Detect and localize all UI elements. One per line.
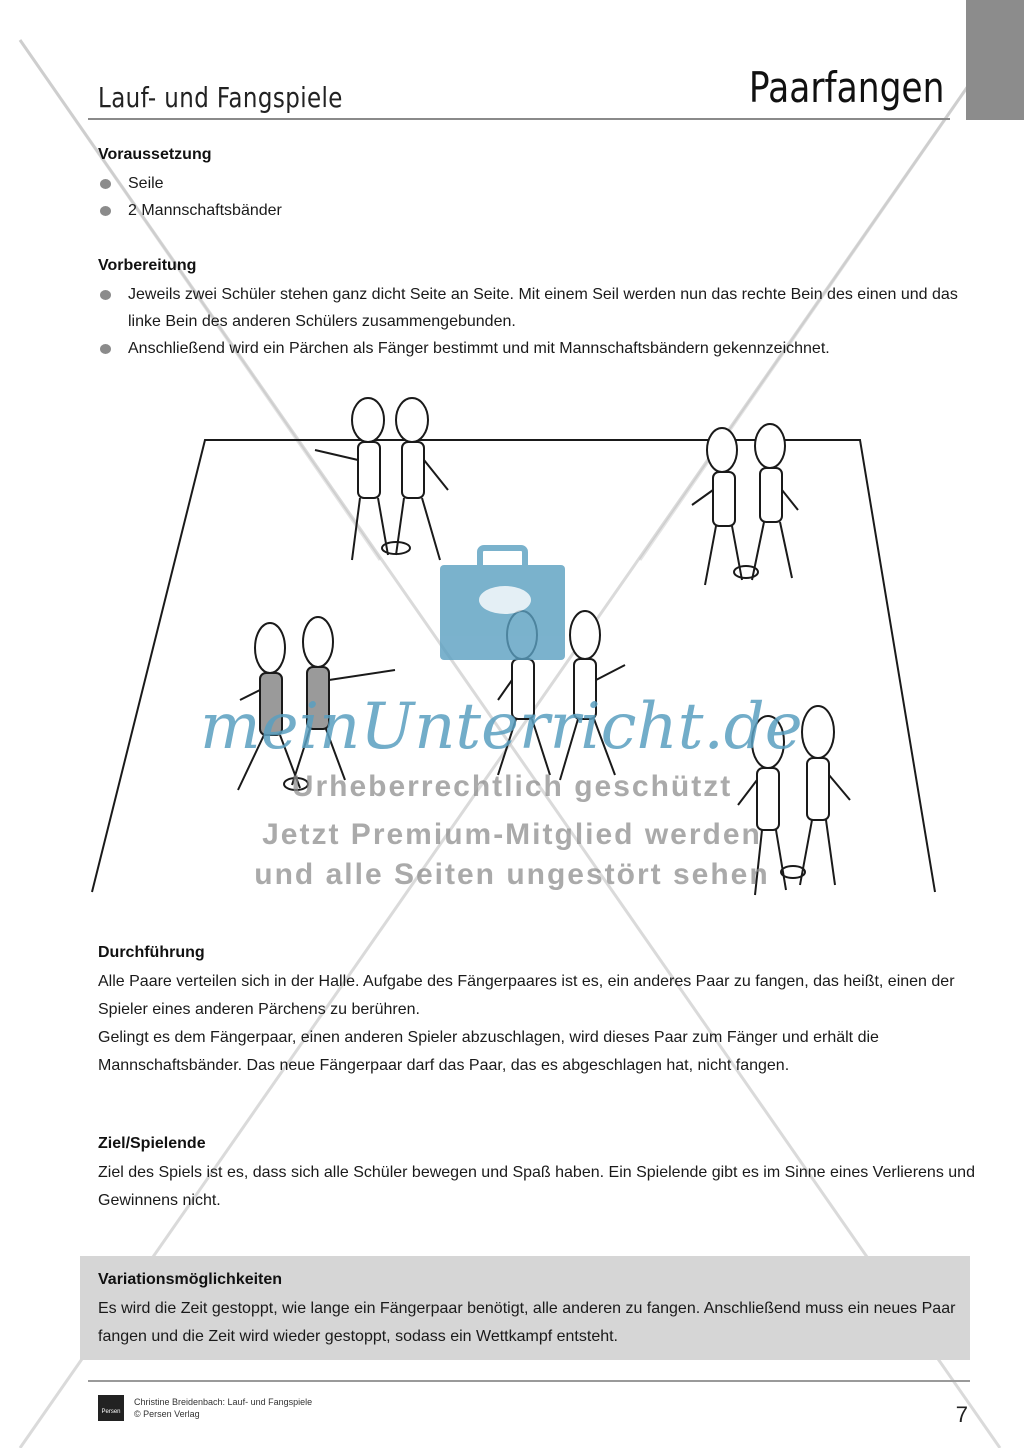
list-item-text: Seile [128,175,164,192]
bullet-list [98,281,978,362]
watermark-premium: Jetzt Premium-Mitglied werden [262,818,762,851]
list-item [98,281,978,335]
list-item [98,335,978,362]
list-item [98,197,978,224]
footer-publisher: © Persen Verlag [134,1409,200,1419]
paragraph: Gelingt es dem Fängerpaar, einen anderen Spieler abzuschlagen, wird dieses Paar zum Fänger und erhält die Mannschaftsbänder. Das neue Fängerpaar darf das Paar, das es abgeschlagen hat, nicht fangen. [98,1029,879,1074]
page-number: 7 [955,1402,968,1427]
paragraph: Ziel des Spiels ist es, dass sich alle Schüler bewegen und Spaß haben. Ein Spielende gibt es im Sinne eines Verlierens und Gewinnens nicht. [98,1164,975,1209]
bullet-icon [100,344,111,354]
paragraph: Alle Paare verteilen sich in der Halle. Aufgabe des Fängerpaares ist es, ein anderes Paar zu fangen, das heißt, einen der Spieler eines anderen Pärchens zu berühren. [98,973,955,1018]
watermark-premium-2: und alle Seiten ungestört sehen [254,858,770,891]
section-durchfuehrung [98,944,978,1080]
section-title: Variationsmöglichkeiten [98,1271,283,1288]
briefcase-icon [440,548,565,660]
chapter-title: Lauf- und Fangspiele [98,81,343,114]
bullet-icon [100,179,111,189]
section-title: Voraussetzung [98,146,212,163]
bullet-icon [100,206,111,216]
list-item [98,170,978,197]
publisher-logo: Persen [98,1395,124,1421]
footer-credits [134,1396,312,1420]
section-title: Vorbereitung [98,257,197,274]
list-item-text: Anschließend wird ein Pärchen als Fänger bestimmt und mit Mannschaftsbändern gekennzeichnet. [128,340,830,357]
watermark-copyright: Urheberrechtlich geschützt [291,770,733,803]
footer-divider [88,1380,970,1382]
bullet-list [98,170,978,224]
list-item-text: 2 Mannschaftsbänder [128,202,282,219]
paragraph: Es wird die Zeit gestoppt, wie lange ein Fängerpaar benötigt, alle anderen zu fangen. Anschließend muss ein neues Paar fangen und die Zeit wird wieder gestoppt, sodass ein Wettkampf entsteht. [98,1300,956,1345]
section-title: Durchführung [98,944,205,961]
section-vorbereitung [98,257,978,362]
watermark-brand: meinUnterricht.de [200,690,803,764]
bullet-icon [100,290,111,300]
page-header [88,62,950,120]
pair-top-left [315,398,448,560]
footer-author: Christine Breidenbach: Lauf- und Fangspiele [134,1397,313,1407]
section-variationen [98,1271,978,1351]
section-ziel [98,1135,978,1215]
page-title: Paarfangen [748,63,944,112]
section-title: Ziel/Spielende [98,1135,206,1152]
section-voraussetzung [98,146,978,224]
chapter-tab [966,0,1024,120]
pair-top-right [692,424,798,585]
list-item-text: Jeweils zwei Schüler stehen ganz dicht Seite an Seite. Mit einem Seil werden nun das rechte Bein des einen und das linke Bein des anderen Schülers zusammengebunden. [128,286,958,330]
